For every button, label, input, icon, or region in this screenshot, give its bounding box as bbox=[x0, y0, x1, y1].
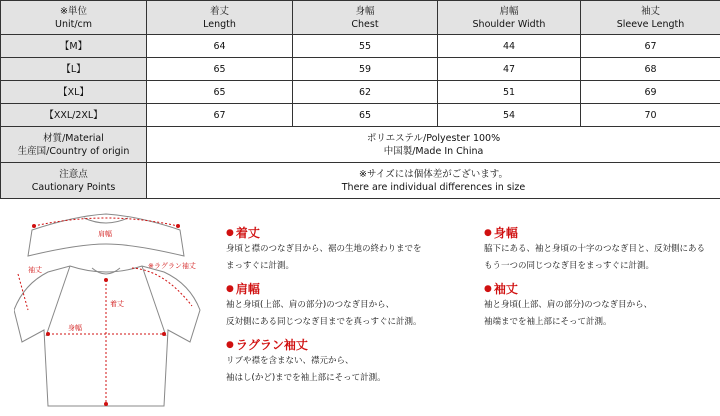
length-value: 65 bbox=[147, 58, 293, 81]
garment-diagram bbox=[14, 210, 206, 410]
size-label: 【XL】 bbox=[1, 81, 147, 104]
guide-shoulder bbox=[226, 282, 422, 331]
bullet-icon: ● bbox=[226, 284, 234, 294]
diagram-shoulder-label: 肩幅 bbox=[98, 230, 112, 238]
guide-length bbox=[226, 226, 422, 275]
table-row bbox=[1, 35, 720, 58]
caution-row bbox=[1, 163, 720, 199]
guide-raglan-line: リブや襟を含まない、襟元から、 bbox=[226, 356, 354, 366]
chest-value: 59 bbox=[293, 58, 438, 81]
guide-chest-title: 身幅 bbox=[493, 226, 518, 240]
table-row bbox=[1, 81, 720, 104]
guide-sleeve-title: 袖丈 bbox=[493, 282, 518, 296]
guide-shoulder-line: 反対側にある同じつなぎ目までを真っすぐに計測。 bbox=[226, 317, 422, 327]
guide-chest-line: 脇下にある、袖と身頃の十字のつなぎ目と、反対側にある bbox=[484, 244, 706, 254]
header-chest: 身幅 Chest bbox=[293, 1, 438, 35]
diagram-sleeve-label: 袖丈 bbox=[28, 266, 42, 274]
header-shoulder: 肩幅 Shoulder Width bbox=[438, 1, 581, 35]
shoulder-value: 54 bbox=[438, 104, 581, 127]
guide-shoulder-title: 肩幅 bbox=[235, 282, 260, 296]
header-sleeve: 袖丈 Sleeve Length bbox=[581, 1, 720, 35]
guide-length-line: まっすぐに計測。 bbox=[226, 261, 295, 271]
bullet-icon: ● bbox=[226, 228, 234, 238]
guide-raglan-line: 袖はし(かど)までを袖上部にそって計測。 bbox=[226, 373, 386, 383]
header-length: 着丈 Length bbox=[147, 1, 293, 35]
material-label: 材質/Material 生産国/Country of origin bbox=[1, 127, 147, 163]
material-row bbox=[1, 127, 720, 163]
length-value: 64 bbox=[147, 35, 293, 58]
caution-label: 注意点 Cautionary Points bbox=[1, 163, 147, 199]
table-row bbox=[1, 104, 720, 127]
chest-value: 62 bbox=[293, 81, 438, 104]
size-label: 【XXL/2XL】 bbox=[1, 104, 147, 127]
material-value: ポリエステル/Polyester 100% 中国製/Made In China bbox=[147, 127, 720, 163]
diagram-length-label: 着丈 bbox=[110, 300, 124, 308]
guide-raglan bbox=[226, 338, 386, 387]
header-unit: ※単位 Unit/cm bbox=[1, 1, 147, 35]
guide-sleeve-line: 袖と身頃(上部、肩の部分)のつなぎ目から、 bbox=[484, 300, 653, 310]
sleeve-value: 68 bbox=[581, 58, 720, 81]
guide-sleeve bbox=[484, 282, 652, 331]
bullet-icon: ● bbox=[484, 228, 492, 238]
guide-chest bbox=[484, 226, 705, 275]
chest-value: 55 bbox=[293, 35, 438, 58]
sleeve-value: 70 bbox=[581, 104, 720, 127]
guide-shoulder-line: 袖と身頃(上部、肩の部分)のつなぎ目から、 bbox=[226, 300, 395, 310]
bullet-icon: ● bbox=[226, 340, 234, 350]
shoulder-value: 47 bbox=[438, 58, 581, 81]
shoulder-value: 51 bbox=[438, 81, 581, 104]
table-header-row bbox=[1, 1, 720, 35]
chest-value: 65 bbox=[293, 104, 438, 127]
diagram-chest-label: 身幅 bbox=[68, 324, 82, 332]
guide-sleeve-line: 袖端までを袖上部にそって計測。 bbox=[484, 317, 612, 327]
size-label: 【M】 bbox=[1, 35, 147, 58]
guide-raglan-title: ラグラン袖丈 bbox=[235, 338, 308, 352]
caution-value: ※サイズには個体差がございます。 There are individual differences in size bbox=[147, 163, 720, 199]
guide-length-line: 身頃と襟のつなぎ目から、裾の生地の終わりまでを bbox=[226, 244, 422, 254]
diagram-raglan-label: ※ラグラン袖丈 bbox=[148, 262, 196, 270]
length-value: 67 bbox=[147, 104, 293, 127]
shoulder-value: 44 bbox=[438, 35, 581, 58]
table-row bbox=[1, 58, 720, 81]
size-label: 【L】 bbox=[1, 58, 147, 81]
length-value: 65 bbox=[147, 81, 293, 104]
sleeve-value: 69 bbox=[581, 81, 720, 104]
guide-chest-line: もう一つの同じつなぎ目をまっすぐに計測。 bbox=[484, 261, 655, 271]
size-table bbox=[0, 0, 720, 199]
guide-length-title: 着丈 bbox=[235, 226, 260, 240]
sleeve-value: 67 bbox=[581, 35, 720, 58]
bullet-icon: ● bbox=[484, 284, 492, 294]
